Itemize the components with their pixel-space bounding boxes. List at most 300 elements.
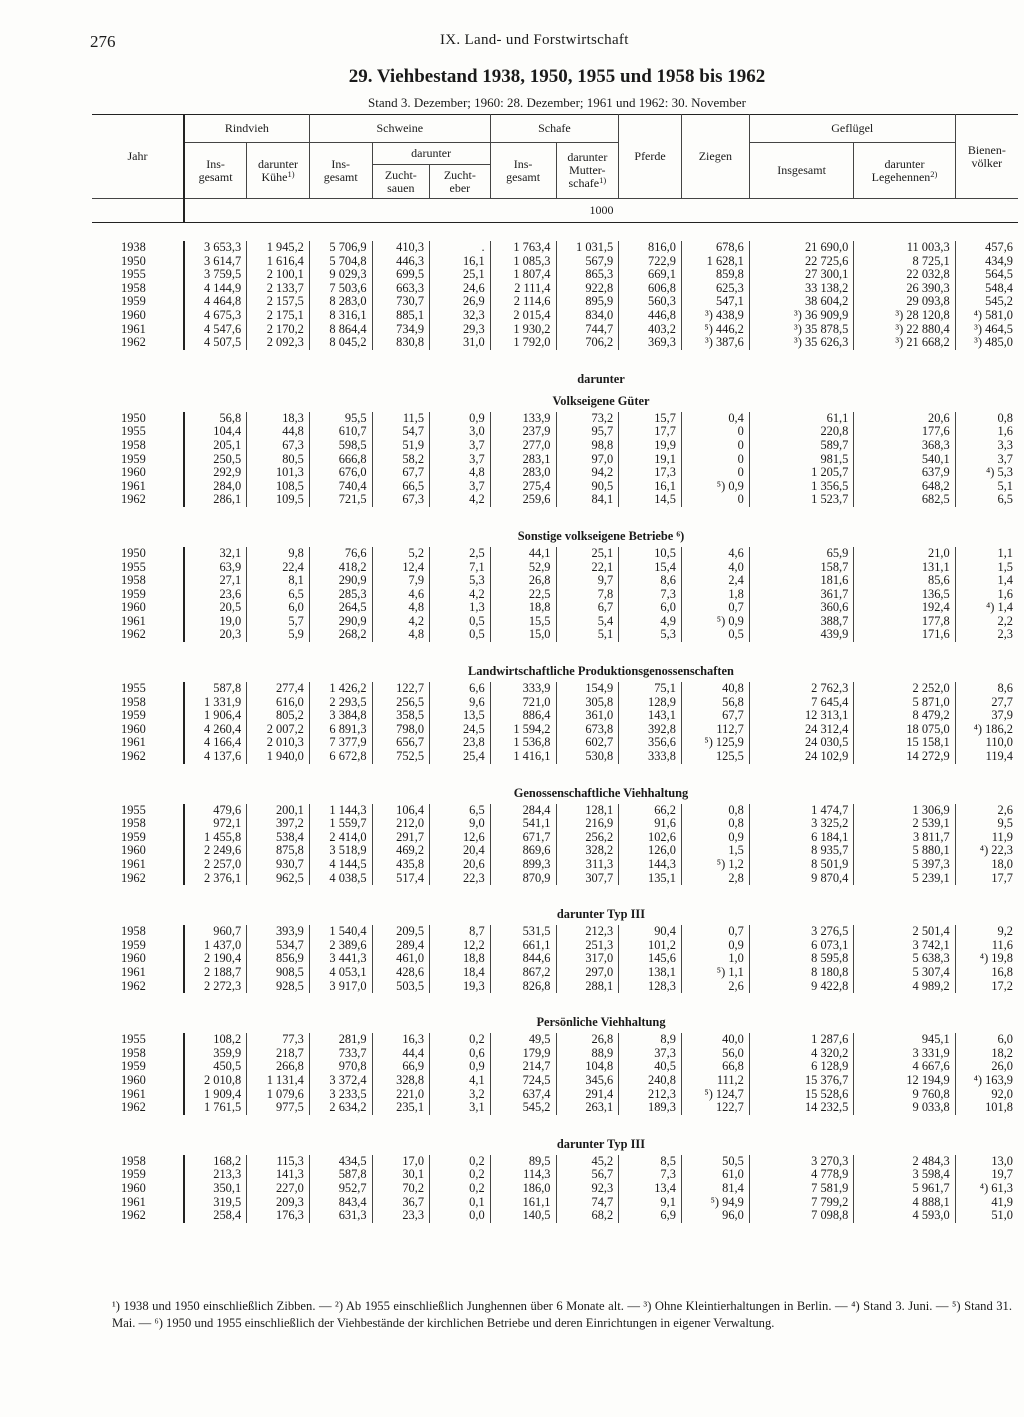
table-cell: 122,7: [372, 682, 429, 696]
table-cell: 29,3: [430, 323, 491, 337]
table-cell: 0,9: [430, 1060, 491, 1074]
table-cell: 1 356,5: [749, 480, 854, 494]
table-cell: 9,6: [430, 696, 491, 710]
table-cell: 5,2: [372, 547, 429, 561]
table-cell: 3 384,8: [309, 709, 372, 723]
table-cell: 8,6: [955, 682, 1018, 696]
page-number: 276: [90, 32, 116, 51]
table-cell: 3 518,9: [309, 844, 372, 858]
col-ziegen: Ziegen: [681, 115, 749, 199]
table-cell: 90,4: [619, 925, 682, 939]
row-year: 1958: [121, 816, 146, 831]
table-cell: 177,6: [854, 425, 955, 439]
table-cell: 56,0: [681, 1047, 749, 1061]
table-cell: 4,6: [372, 588, 429, 602]
table-cell: 181,6: [749, 574, 854, 588]
table-cell: 12,6: [430, 831, 491, 845]
table-cell: 25,1: [556, 547, 619, 561]
row-year: 1959: [121, 1059, 146, 1074]
table-cell: 22,4: [247, 561, 310, 575]
table-cell: 14 232,5: [749, 1101, 854, 1115]
table-cell: 2 249,6: [184, 844, 247, 858]
table-cell: 0,1: [430, 1196, 491, 1210]
table-cell: 9 422,8: [749, 980, 854, 994]
table-cell: 115,3: [247, 1155, 310, 1169]
row-year: 1962: [121, 749, 146, 764]
table-cell: 8 501,9: [749, 858, 854, 872]
table-cell: 602,7: [556, 736, 619, 750]
table-cell: ⁴) 581,0: [955, 309, 1018, 323]
table-cell: 0,6: [430, 1047, 491, 1061]
table-cell: 656,7: [372, 736, 429, 750]
table-cell: 102,6: [619, 831, 682, 845]
table-row: [92, 980, 1018, 994]
table-cell: 8 316,1: [309, 309, 372, 323]
table-cell: 2 175,1: [247, 309, 310, 323]
table-cell: 26,0: [955, 1060, 1018, 1074]
table-cell: 268,2: [309, 628, 372, 642]
row-year: 1962: [121, 978, 146, 993]
table-row: [92, 574, 1018, 588]
table-cell: 6,5: [430, 804, 491, 818]
section-title-text: Landwirtschaftliche Produktionsgenossenschaften: [468, 664, 734, 679]
table-cell: 154,9: [556, 682, 619, 696]
table-cell: 8 045,2: [309, 336, 372, 350]
table-cell: 16,8: [955, 966, 1018, 980]
table-cell: 5,4: [556, 615, 619, 629]
table-cell: 0: [681, 439, 749, 453]
table-cell: 145,6: [619, 952, 682, 966]
table-cell: 114,3: [490, 1168, 556, 1182]
col-pferde: Pferde: [619, 115, 682, 199]
table-cell: 0,2: [430, 1033, 491, 1047]
table-cell: 1 906,4: [184, 709, 247, 723]
table-cell: 530,8: [556, 750, 619, 764]
table-cell: 637,9: [854, 466, 955, 480]
table-cell: 6,6: [430, 682, 491, 696]
section-title-spacer: [92, 390, 184, 412]
table-cell: 5 239,1: [854, 872, 955, 886]
table-cell: 24 102,9: [749, 750, 854, 764]
table-cell: 29 093,8: [854, 295, 955, 309]
table-cell: 125,5: [681, 750, 749, 764]
table-cell: 51,9: [372, 439, 429, 453]
table-cell: 209,5: [372, 925, 429, 939]
col-schweine-insgesamt: Ins- gesamt: [309, 143, 372, 199]
table-cell: 2 272,3: [184, 980, 247, 994]
table-row: [92, 709, 1018, 723]
table-cell: 290,9: [309, 574, 372, 588]
table-cell: 661,1: [490, 939, 556, 953]
table-cell: 68,2: [556, 1209, 619, 1223]
table-cell: 1 807,4: [490, 268, 556, 282]
table-row: [92, 1196, 1018, 1210]
table-cell: 843,4: [309, 1196, 372, 1210]
table-cell: 80,5: [247, 453, 310, 467]
table-cell: 19,1: [619, 453, 682, 467]
table-cell: 5,3: [430, 574, 491, 588]
table-cell: 962,5: [247, 872, 310, 886]
row-year: 1959: [121, 1167, 146, 1182]
table-cell: 434,9: [955, 255, 1018, 269]
table-cell: 8 479,2: [854, 709, 955, 723]
table-cell: 816,0: [619, 241, 682, 255]
table-cell: 95,7: [556, 425, 619, 439]
table-cell: 682,5: [854, 493, 955, 507]
table-cell: 73,2: [556, 412, 619, 426]
table-cell: 144,3: [619, 858, 682, 872]
table-cell: 2 157,5: [247, 295, 310, 309]
table-cell: 7,3: [619, 1168, 682, 1182]
table-cell: 16,1: [430, 255, 491, 269]
table-row: [92, 547, 1018, 561]
table-cell: 19,7: [955, 1168, 1018, 1182]
table-row: [92, 241, 1018, 255]
col-kuehe: darunter Kühe$^{1)}$: [247, 143, 310, 199]
table-cell: ³) 36 909,9: [749, 309, 854, 323]
table-row: [92, 817, 1018, 831]
table-cell: 4 778,9: [749, 1168, 854, 1182]
table-cell: 541,1: [490, 817, 556, 831]
table-row: [92, 561, 1018, 575]
table-cell: 67,7: [681, 709, 749, 723]
table-cell: 1 930,2: [490, 323, 556, 337]
table-cell: 15,4: [619, 561, 682, 575]
section-title-text: Persönliche Viehhaltung: [536, 1015, 666, 1030]
table-row: [92, 255, 1018, 269]
table-cell: 531,5: [490, 925, 556, 939]
table-cell: 392,8: [619, 723, 682, 737]
table-cell: 70,2: [372, 1182, 429, 1196]
row-year: 1959: [121, 294, 146, 309]
row-year: 1961: [121, 321, 146, 336]
row-year: 1955: [121, 681, 146, 696]
table-cell: 977,5: [247, 1101, 310, 1115]
table-cell: 91,6: [619, 817, 682, 831]
chapter-heading: IX. Land- und Forstwirtschaft: [440, 32, 629, 48]
row-year: 1960: [121, 951, 146, 966]
table-cell: 26,8: [490, 574, 556, 588]
table-cell: 928,5: [247, 980, 310, 994]
table-cell: 40,5: [619, 1060, 682, 1074]
col-mutterschafe: darunter Mutter- schafe$^{1)}$: [556, 143, 619, 199]
table-cell: 18,0: [955, 858, 1018, 872]
section-title-text: Genossenschaftliche Viehhaltung: [513, 785, 689, 800]
row-year: 1962: [121, 627, 146, 642]
table-cell: 479,6: [184, 804, 247, 818]
table-cell: 733,7: [309, 1047, 372, 1061]
table-cell: 161,1: [490, 1196, 556, 1210]
row-year: 1960: [121, 307, 146, 322]
table-cell: 360,6: [749, 601, 854, 615]
table-cell: 446,3: [372, 255, 429, 269]
table-cell: 2 376,1: [184, 872, 247, 886]
table-cell: 63,9: [184, 561, 247, 575]
table-row: [92, 1047, 1018, 1061]
table-cell: 16,1: [619, 480, 682, 494]
table-cell: 450,5: [184, 1060, 247, 1074]
table-cell: 0: [681, 425, 749, 439]
table-cell: 1 536,8: [490, 736, 556, 750]
table-cell: 92,3: [556, 1182, 619, 1196]
row-year: 1962: [121, 1208, 146, 1223]
table-cell: 7 098,8: [749, 1209, 854, 1223]
section-title: [92, 1133, 1018, 1155]
section-title-spacer: [92, 903, 184, 925]
table-cell: 0,7: [681, 925, 749, 939]
table-cell: 14 272,9: [854, 750, 955, 764]
table-cell: 960,7: [184, 925, 247, 939]
table-cell: 5,3: [619, 628, 682, 642]
table-cell: 1 540,4: [309, 925, 372, 939]
table-cell: 44,1: [490, 547, 556, 561]
table-cell: 637,4: [490, 1088, 556, 1102]
table-cell: 54,7: [372, 425, 429, 439]
table-cell: 721,5: [309, 493, 372, 507]
table-cell: 141,3: [247, 1168, 310, 1182]
table-cell: 4 888,1: [854, 1196, 955, 1210]
table-cell: 4,2: [430, 493, 491, 507]
table-cell: 8,6: [619, 574, 682, 588]
unit-label: 1000: [184, 199, 1018, 223]
row-year: 1955: [121, 559, 146, 574]
table-cell: 192,4: [854, 601, 955, 615]
table-cell: 6,0: [955, 1033, 1018, 1047]
table-cell: 189,3: [619, 1101, 682, 1115]
table-cell: 345,6: [556, 1074, 619, 1088]
table-cell: 1 287,6: [749, 1033, 854, 1047]
table-cell: 548,4: [955, 282, 1018, 296]
row-year: 1959: [121, 937, 146, 952]
section-title-spacer: [92, 660, 184, 682]
table-cell: 0,2: [430, 1182, 491, 1196]
section-title-spacer: [92, 525, 184, 547]
table-cell: 66,5: [372, 480, 429, 494]
table-cell: 4,8: [372, 601, 429, 615]
table-cell: 263,1: [556, 1101, 619, 1115]
table-cell: ⁴) 19,8: [955, 952, 1018, 966]
table-cell: 61,0: [681, 1168, 749, 1182]
table-cell: 67,3: [372, 493, 429, 507]
table-cell: 38 604,2: [749, 295, 854, 309]
table-cell: 128,9: [619, 696, 682, 710]
table-cell: 111,2: [681, 1074, 749, 1088]
table-cell: 908,5: [247, 966, 310, 980]
row-year: 1958: [121, 1045, 146, 1060]
table-cell: 1 426,2: [309, 682, 372, 696]
table-cell: 284,0: [184, 480, 247, 494]
table-row: [92, 425, 1018, 439]
table-row: [92, 466, 1018, 480]
table-cell: 311,3: [556, 858, 619, 872]
table-cell: 0,2: [430, 1168, 491, 1182]
table-cell: 235,1: [372, 1101, 429, 1115]
row-year: 1958: [121, 694, 146, 709]
row-year: 1958: [121, 437, 146, 452]
table-cell: 112,7: [681, 723, 749, 737]
table-cell: 673,8: [556, 723, 619, 737]
table-cell: 101,3: [247, 466, 310, 480]
table-cell: 7 581,9: [749, 1182, 854, 1196]
table-cell: 15,7: [619, 412, 682, 426]
table-cell: 27 300,1: [749, 268, 854, 282]
table-cell: 9,1: [619, 1196, 682, 1210]
table-cell: 435,8: [372, 858, 429, 872]
table-cell: 4,2: [372, 615, 429, 629]
table-cell: 256,5: [372, 696, 429, 710]
table-cell: 2 010,3: [247, 736, 310, 750]
table-row: [92, 628, 1018, 642]
table-cell: 12,4: [372, 561, 429, 575]
table-cell: 9,8: [247, 547, 310, 561]
table-cell: 289,4: [372, 939, 429, 953]
table-cell: 952,7: [309, 1182, 372, 1196]
table-cell: 721,0: [490, 696, 556, 710]
table-cell: 138,1: [619, 966, 682, 980]
table-cell: 369,3: [619, 336, 682, 350]
table-cell: 461,0: [372, 952, 429, 966]
table-cell: 14,5: [619, 493, 682, 507]
table-cell: 333,8: [619, 750, 682, 764]
table-cell: 3,2: [430, 1088, 491, 1102]
table-cell: 291,4: [556, 1088, 619, 1102]
table-cell: 0,8: [681, 804, 749, 818]
table-cell: 4 320,2: [749, 1047, 854, 1061]
row-year: 1960: [121, 1072, 146, 1087]
table-cell: 2 293,5: [309, 696, 372, 710]
table-cell: 2,3: [955, 628, 1018, 642]
table-cell: 9,0: [430, 817, 491, 831]
table-cell: 2 170,2: [247, 323, 310, 337]
table-cell: 671,7: [490, 831, 556, 845]
table-cell: 284,4: [490, 804, 556, 818]
table-cell: 6 073,1: [749, 939, 854, 953]
table-cell: 2 634,2: [309, 1101, 372, 1115]
table-cell: 631,3: [309, 1209, 372, 1223]
table-row: [92, 1033, 1018, 1047]
table-cell: 20,3: [184, 628, 247, 642]
table-cell: 547,1: [681, 295, 749, 309]
table-cell: 1,3: [430, 601, 491, 615]
table-cell: 3 759,5: [184, 268, 247, 282]
table-cell: 1,5: [681, 844, 749, 858]
table-row: [92, 858, 1018, 872]
col-group-gefluegel: Geflügel: [749, 115, 955, 143]
table-cell: 4,9: [619, 615, 682, 629]
table-row: [92, 750, 1018, 764]
table-cell: 2 252,0: [854, 682, 955, 696]
table-cell: 108,5: [247, 480, 310, 494]
table-cell: 5 638,3: [854, 952, 955, 966]
section-title-text: darunter: [577, 371, 625, 386]
table-cell: 2,4: [681, 574, 749, 588]
table-cell: 24,6: [430, 282, 491, 296]
table-cell: 90,5: [556, 480, 619, 494]
table-cell: 1 594,2: [490, 723, 556, 737]
table-cell: 3 598,4: [854, 1168, 955, 1182]
table-cell: 290,9: [309, 615, 372, 629]
table-cell: 76,6: [309, 547, 372, 561]
table-cell: 8,9: [619, 1033, 682, 1047]
col-group-schafe: Schafe: [490, 115, 619, 143]
table-cell: 1,1: [955, 547, 1018, 561]
table-cell: 560,3: [619, 295, 682, 309]
table-cell: 5,7: [247, 615, 310, 629]
table-cell: 0: [681, 466, 749, 480]
table-cell: 2 762,3: [749, 682, 854, 696]
table-cell: 1 079,6: [247, 1088, 310, 1102]
table-cell: ⁴) 61,3: [955, 1182, 1018, 1196]
table-cell: 0,9: [681, 939, 749, 953]
table-cell: 31,0: [430, 336, 491, 350]
row-year: 1962: [121, 1100, 146, 1115]
table-cell: 237,9: [490, 425, 556, 439]
table-row: [92, 844, 1018, 858]
table-cell: 5,1: [955, 480, 1018, 494]
table-cell: 970,8: [309, 1060, 372, 1074]
table-cell: 3,7: [430, 480, 491, 494]
table-cell: 12 194,9: [854, 1074, 955, 1088]
table-cell: 706,2: [556, 336, 619, 350]
table-cell: 0,5: [681, 628, 749, 642]
row-year: 1950: [121, 253, 146, 268]
table-cell: 37,3: [619, 1047, 682, 1061]
table-cell: 168,2: [184, 1155, 247, 1169]
table-cell: 1 616,4: [247, 255, 310, 269]
table-cell: 23,8: [430, 736, 491, 750]
table-cell: 3 233,5: [309, 1088, 372, 1102]
table-cell: 844,6: [490, 952, 556, 966]
table-cell: 0,8: [955, 412, 1018, 426]
table-cell: 1 628,1: [681, 255, 749, 269]
table-cell: 730,7: [372, 295, 429, 309]
table-cell: 89,5: [490, 1155, 556, 1169]
table-cell: 305,8: [556, 696, 619, 710]
table-cell: ⁵) 1,1: [681, 966, 749, 980]
col-rind-insgesamt: Ins- gesamt: [184, 143, 247, 199]
section-title: [92, 390, 1018, 412]
table-cell: 18,8: [490, 601, 556, 615]
table-cell: 286,1: [184, 493, 247, 507]
table-cell: 722,9: [619, 255, 682, 269]
table-cell: 1,5: [955, 561, 1018, 575]
table-cell: 0: [681, 493, 749, 507]
table-cell: 177,8: [854, 615, 955, 629]
table-cell: 869,6: [490, 844, 556, 858]
table-cell: 895,9: [556, 295, 619, 309]
table-row: [92, 939, 1018, 953]
table-cell: 3 441,3: [309, 952, 372, 966]
table-cell: 5 397,3: [854, 858, 955, 872]
table-cell: 598,5: [309, 439, 372, 453]
table-cell: 4,8: [372, 628, 429, 642]
table-cell: 179,9: [490, 1047, 556, 1061]
table-cell: 699,5: [372, 268, 429, 282]
table-cell: 1 940,0: [247, 750, 310, 764]
table-cell: 4,1: [430, 1074, 491, 1088]
table-cell: 8 283,0: [309, 295, 372, 309]
table-cell: 23,3: [372, 1209, 429, 1223]
col-group-schweine: Schweine: [309, 115, 490, 143]
table-cell: 176,3: [247, 1209, 310, 1223]
table-cell: 18 075,0: [854, 723, 955, 737]
table-cell: 610,7: [309, 425, 372, 439]
table-cell: 5 704,8: [309, 255, 372, 269]
table-cell: 66,2: [619, 804, 682, 818]
table-cell: 0,5: [430, 615, 491, 629]
row-year: 1958: [121, 1153, 146, 1168]
table-cell: 8,7: [430, 925, 491, 939]
